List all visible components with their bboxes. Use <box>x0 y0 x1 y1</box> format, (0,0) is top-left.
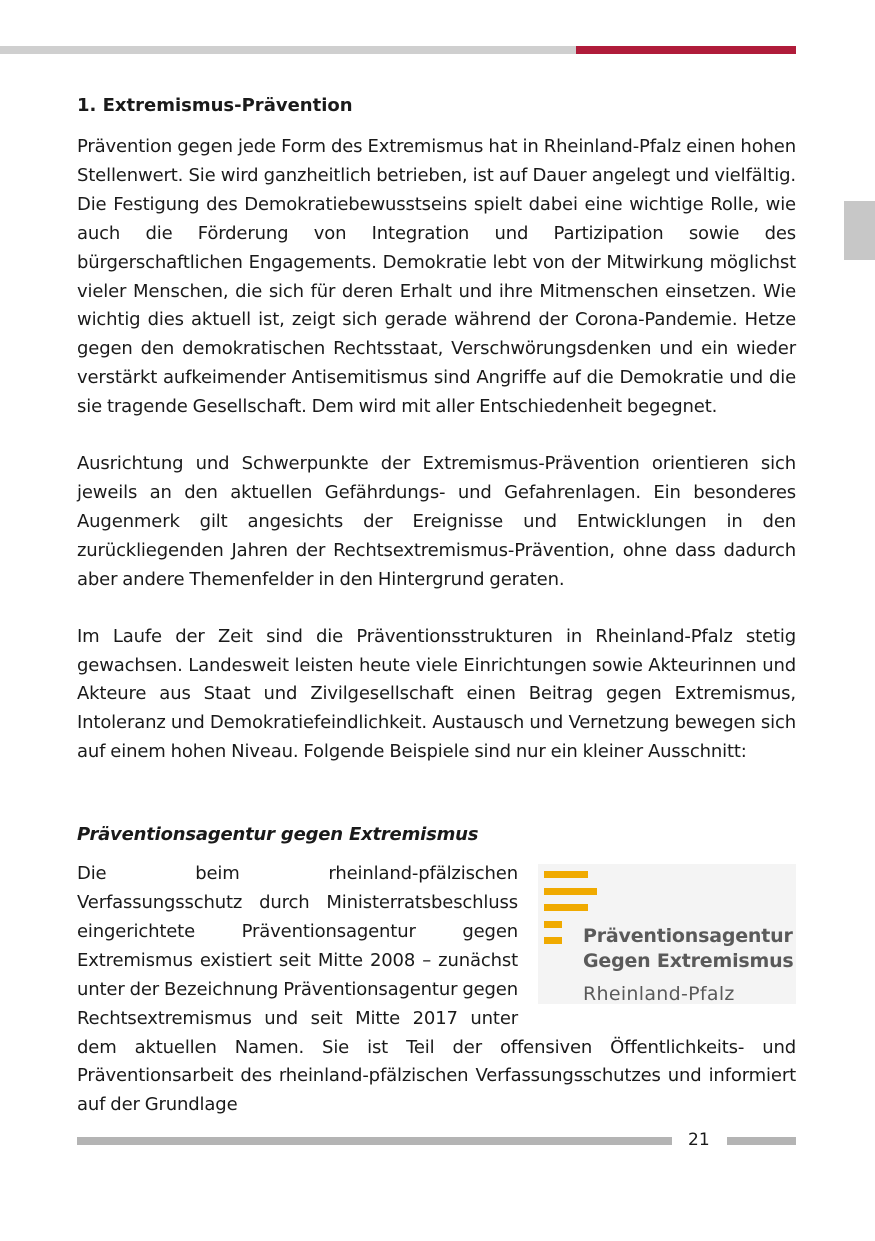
page-number: 21 <box>688 1130 710 1150</box>
subsection-heading: Präventionsagentur gegen Extremismus <box>77 824 479 846</box>
logo-text-line-3: Rheinland-Pfalz <box>583 983 735 1006</box>
praeventionsagentur-logo <box>538 864 796 1004</box>
logo-stripe-3 <box>544 904 588 911</box>
logo-text-line-1: Präventionsagentur <box>583 925 793 948</box>
section-heading: 1. Extremismus-Prävention <box>77 95 353 116</box>
header-rule-gray <box>0 46 576 54</box>
subsection-paragraph: Die beim rheinland-pfälzischen Verfassungsschutz durch Ministerratsbeschluss eingerichtete Präventionsagentur gegen Extremismus existiert seit Mitte 2008 – zunächst unter der Bezeichnung Präventionsagentur gegen Rechtsextremismus und seit Mitte 2017 unter dem aktuellen Namen. Sie ist Teil der offensiven Öffentlichkeits- und Präventionsarbeit des rheinland-pfälzischen Verfassungsschutzes und informiert auf der Grundlage <box>77 863 796 1116</box>
page-content <box>77 92 796 1120</box>
paragraph-2: Ausrichtung und Schwerpunkte der Extremismus-Prävention orientieren sich jeweils an den aktuellen Gefährdungs- und Gefahrenlagen. Ein besonderes Augenmerk gilt angesichts der Ereignisse und Entwicklungen in den zurückliegenden Jahren der Rechtsextremismus-Prävention, ohne dass dadurch aber andere Themenfelder in den Hintergrund geraten. <box>77 453 796 590</box>
chapter-tab-marker <box>844 201 875 260</box>
paragraph-1: Prävention gegen jede Form des Extremismus hat in Rheinland-Pfalz einen hohen Stellenwert. Sie wird ganzheitlich betrieben, ist auf Dauer angelegt und vielfältig. Die Festigung des Demokratiebewusstseins spielt dabei eine wichtige Rolle, wie auch die Förderung von Integration und Partizipation sowie des bürgerschaftlichen Engagements. Demokratie lebt von der Mitwirkung möglichst vieler Menschen, die sich für deren Erhalt und ihre Mitmenschen einsetzen. Wie wichtig dies aktuell ist, zeigt sich gerade während der Corona-Pandemie. Hetze gegen den demokratischen Rechtsstaat, Verschwörungsdenken und ein wieder verstärkt aufkeimender Antisemitismus sind Angriffe auf die Demokratie und die sie tragende Gesellschaft. Dem wird mit aller Entschiedenheit begegnet. <box>77 136 796 418</box>
paragraph-3: Im Laufe der Zeit sind die Präventionsstrukturen in Rheinland-Pfalz stetig gewachsen. Landesweit leisten heute viele Einrichtungen sowie Akteurinnen und Akteure aus Staat und Zivilgesellschaft einen Beitrag gegen Extremismus, Intoleranz und Demokratiefeindlichkeit. Austausch und Vernetzung bewegen sich auf einem hohen Niveau. Folgende Beispiele sind nur ein kleiner Ausschnitt: <box>77 625 796 763</box>
footer-rule-left <box>77 1137 672 1145</box>
logo-stripe-1 <box>544 871 588 878</box>
logo-stripe-2 <box>544 888 597 895</box>
footer-rule-right <box>727 1137 796 1145</box>
logo-stripe-4 <box>544 921 562 928</box>
logo-stripe-5 <box>544 937 562 944</box>
logo-text-line-2: Gegen Extremismus <box>583 950 794 973</box>
header-rule-accent <box>576 46 796 54</box>
